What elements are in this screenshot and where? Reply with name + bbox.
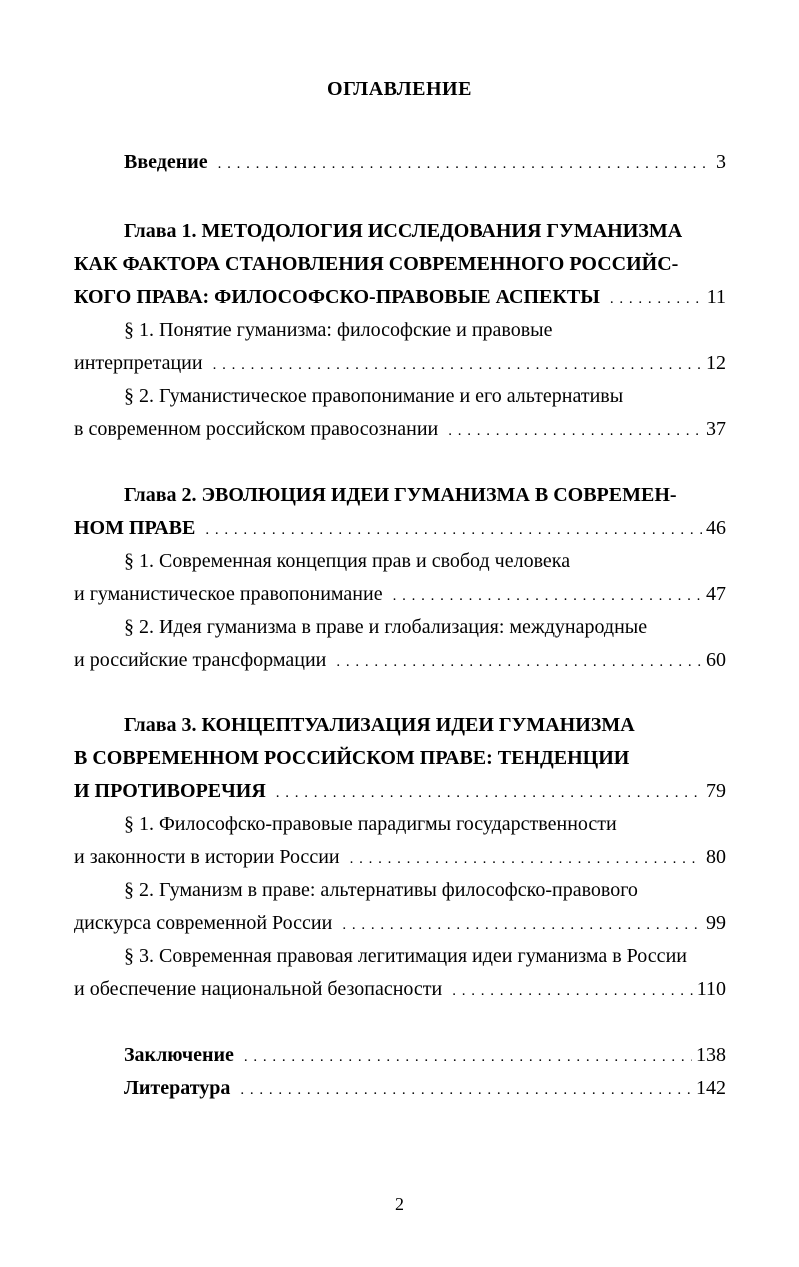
leader-dots — [244, 1043, 692, 1071]
page-ref: 110 — [696, 978, 726, 1000]
chapter3-heading-line2: В СОВРЕМЕННОМ РОССИЙСКОМ ПРАВЕ: ТЕНДЕНЦИИ — [74, 747, 630, 769]
leader-dots — [610, 285, 703, 313]
section-2-2-line1: § 2. Идея гуманизма в праве и глобализация: международные — [124, 616, 648, 638]
leader-dots — [448, 417, 702, 445]
section-1-2-line1: § 2. Гуманистическое правопонимание и его альтернативы — [124, 385, 624, 407]
toc-entry-chapter3[interactable] — [74, 777, 726, 805]
entry-label: и гуманистическое правопонимание — [74, 583, 383, 605]
page-ref: 142 — [696, 1077, 726, 1099]
page-ref: 3 — [716, 151, 726, 173]
page-ref: 11 — [706, 286, 726, 308]
chapter2-heading-line1: Глава 2. ЭВОЛЮЦИЯ ИДЕИ ГУМАНИЗМА В СОВРЕМЕН- — [124, 484, 677, 506]
entry-label: интерпретации — [74, 352, 203, 374]
leader-dots — [213, 351, 702, 379]
page-ref: 80 — [706, 846, 726, 868]
entry-label: и законности в истории России — [74, 846, 340, 868]
leader-dots — [350, 845, 702, 873]
toc-entry-section-1-2[interactable] — [74, 415, 726, 443]
leader-dots — [240, 1076, 692, 1104]
toc-entry-section-3-3[interactable] — [74, 975, 726, 1003]
toc-entry-intro[interactable] — [124, 148, 726, 176]
toc-entry-chapter1[interactable] — [74, 283, 726, 311]
page-ref: 60 — [706, 649, 726, 671]
entry-label: и обеспечение национальной безопасности — [74, 978, 443, 1000]
leader-dots — [336, 648, 702, 676]
toc-entry-chapter2[interactable] — [74, 514, 726, 542]
toc-entry-section-2-2[interactable] — [74, 646, 726, 674]
toc-entry-literature[interactable] — [124, 1074, 726, 1102]
leader-dots — [276, 779, 702, 807]
toc-entry-section-1-1[interactable] — [74, 349, 726, 377]
toc-entry-section-3-1[interactable] — [74, 843, 726, 871]
entry-label: и российские трансформации — [74, 649, 327, 671]
entry-label: дискурса современной России — [74, 912, 333, 934]
entry-label: НОМ ПРАВЕ — [74, 517, 196, 539]
entry-label: Литература — [124, 1077, 231, 1099]
leader-dots — [205, 516, 702, 544]
chapter1-heading-line1: Глава 1. МЕТОДОЛОГИЯ ИССЛЕДОВАНИЯ ГУМАНИЗМА — [124, 220, 683, 242]
entry-label: в современном российском правосознании — [74, 418, 439, 440]
page-ref: 12 — [706, 352, 726, 374]
section-3-2-line1: § 2. Гуманизм в праве: альтернативы философско-правового — [124, 879, 638, 901]
page-number: 2 — [395, 1194, 404, 1214]
section-2-1-line1: § 1. Современная концепция прав и свобод человека — [124, 550, 571, 572]
leader-dots — [218, 150, 712, 178]
leader-dots — [452, 977, 693, 1005]
leader-dots — [342, 911, 702, 939]
section-1-1-line1: § 1. Понятие гуманизма: философские и правовые — [124, 319, 553, 341]
page-ref: 79 — [706, 780, 726, 802]
leader-dots — [393, 582, 702, 610]
entry-label: Введение — [124, 151, 208, 173]
section-3-3-line1: § 3. Современная правовая легитимация идеи гуманизма в России — [124, 945, 687, 967]
toc-title: ОГЛАВЛЕНИЕ — [327, 78, 472, 100]
toc-entry-conclusion[interactable] — [124, 1041, 726, 1069]
page-ref: 37 — [706, 418, 726, 440]
entry-label: И ПРОТИВОРЕЧИЯ — [74, 780, 266, 802]
page-ref: 99 — [706, 912, 726, 934]
chapter3-heading-line1: Глава 3. КОНЦЕПТУАЛИЗАЦИЯ ИДЕИ ГУМАНИЗМА — [124, 714, 635, 736]
chapter1-heading-line2: КАК ФАКТОРА СТАНОВЛЕНИЯ СОВРЕМЕННОГО РОССИЙС- — [74, 253, 679, 275]
page-ref: 138 — [696, 1044, 726, 1066]
toc-entry-section-3-2[interactable] — [74, 909, 726, 937]
toc-entry-section-2-1[interactable] — [74, 580, 726, 608]
section-3-1-line1: § 1. Философско-правовые парадигмы государственности — [124, 813, 617, 835]
entry-label: Заключение — [124, 1044, 234, 1066]
page-ref: 47 — [706, 583, 726, 605]
page-ref: 46 — [706, 517, 726, 539]
entry-label: КОГО ПРАВА: ФИЛОСОФСКО-ПРАВОВЫЕ АСПЕКТЫ — [74, 286, 600, 308]
